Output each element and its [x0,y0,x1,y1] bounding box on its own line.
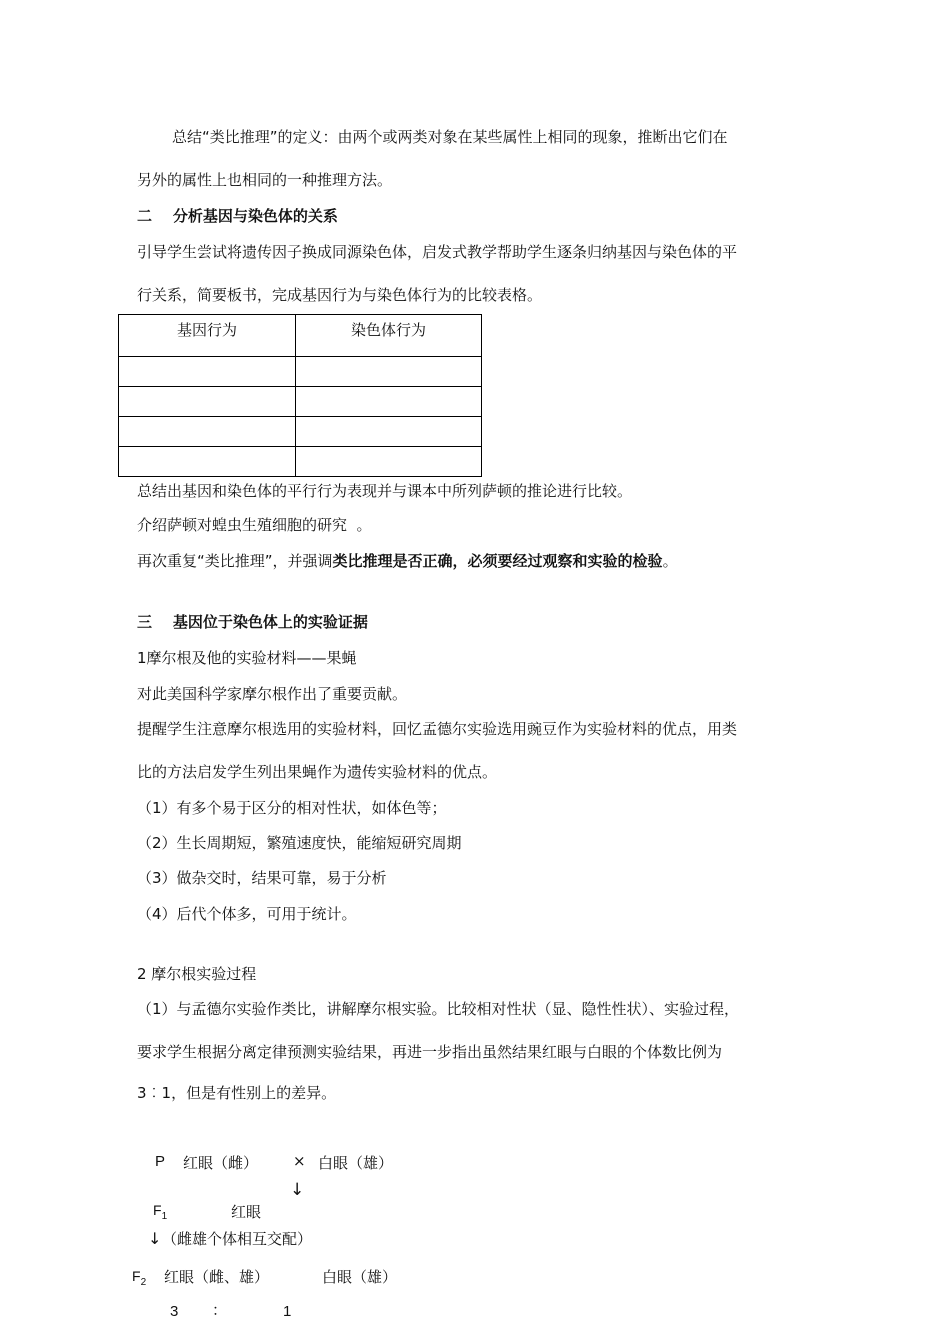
subsection-2-title: 2 摩尔根实验过程 [137,965,257,983]
table-cell [119,447,296,477]
table-cell [296,387,482,417]
section-2-para-line-1: 引导学生尝试将遗传因子换成同源染色体，启发式教学帮助学生逐条归纳基因与染色体的平 [137,243,738,261]
advantage-item-1: （1）有多个易于区分的相对性状，如体色等； [137,799,447,817]
section-2-heading: 二 分析基因与染色体的关系 [137,207,338,225]
advantage-item-3: （3）做杂交时，结果可靠，易于分析 [137,869,387,887]
f1-arrow-down-icon: ↓ [148,1229,162,1248]
table-row [119,387,482,417]
sutton-line: 介绍萨顿对蝗虫生殖细胞的研究 。 [137,516,372,534]
table-row [119,417,482,447]
arrow-down-icon: ↓ [290,1180,305,1200]
repeat-prefix: 再次重复“类比推理”，并强调 [137,552,333,570]
process-line-3: 3︰1，但是有性别上的差异。 [137,1084,337,1102]
advantage-item-4: （4）后代个体多，可用于统计。 [137,905,357,923]
f1-label [153,1202,167,1222]
f1-result: 红眼 [231,1203,262,1221]
section-3-heading: 三 基因位于染色体上的实验证据 [137,613,368,631]
f2-label [132,1268,146,1288]
f2-white-eye: 白眼（雄） [322,1268,398,1286]
ratio-right: 1 [283,1303,292,1320]
f1-letter: F [153,1202,162,1218]
gene-behavior-header: 基因行为 [119,315,296,357]
section-2-para-line-2: 行关系，简要板书，完成基因行为与染色体行为的比较表格。 [137,286,543,304]
parent-generation-label: P [155,1153,166,1170]
table-cell [296,447,482,477]
table-header-row [119,315,482,357]
repeat-emphasis: 类比推理是否正确，必须要经过观察和实验的检验 [332,552,663,570]
definition-line-1: 总结“类比推理”的定义：由两个或两类对象在某些属性上相同的现象，推断出它们在 [172,128,728,146]
ratio-colon: ： [212,1301,228,1319]
f1-subscript: 1 [161,1210,168,1222]
table-row [119,447,482,477]
contribution-line: 对此美国科学家摩尔根作出了重要贡献。 [137,685,408,703]
table-cell [296,417,482,447]
cross-symbol: × [293,1152,306,1170]
f2-red-eye: 红眼（雌、雄） [164,1268,270,1286]
process-line-1: （1）与孟德尔实验作类比，讲解摩尔根实验。比较相对性状（显、隐性性状）、实验过程， [137,1000,740,1018]
parent-male: 白眼（雄） [318,1154,394,1172]
subsection-1-title: 1摩尔根及他的实验材料——果蝇 [137,649,357,667]
f2-subscript: 2 [140,1276,147,1288]
gene-chromosome-comparison-table [118,314,482,477]
ratio-left: 3 [170,1303,179,1320]
reminder-line-1: 提醒学生注意摩尔根选用的实验材料，回忆孟德尔实验选用豌豆作为实验材料的优点，用类 [137,720,738,738]
chromosome-behavior-header: 染色体行为 [296,315,482,357]
f1-mating-note: （雌雄个体相互交配） [162,1230,313,1248]
advantage-item-2: （2）生长周期短，繁殖速度快，能缩短研究周期 [137,834,462,852]
table-cell [296,357,482,387]
repeat-line [137,550,678,571]
table-row [119,357,482,387]
summary-line: 总结出基因和染色体的平行行为表现并与课本中所列萨顿的推论进行比较。 [137,482,633,500]
repeat-suffix: 。 [662,552,678,570]
table-cell [119,417,296,447]
table-cell [119,357,296,387]
reminder-line-2: 比的方法启发学生列出果蝇作为遗传实验材料的优点。 [137,763,498,781]
f2-letter: F [132,1268,141,1284]
table-cell [119,387,296,417]
process-line-2: 要求学生根据分离定律预测实验结果，再进一步指出虽然结果红眼与白眼的个体数比例为 [137,1043,723,1061]
parent-female: 红眼（雌） [183,1154,259,1172]
definition-line-2: 另外的属性上也相同的一种推理方法。 [137,171,393,189]
